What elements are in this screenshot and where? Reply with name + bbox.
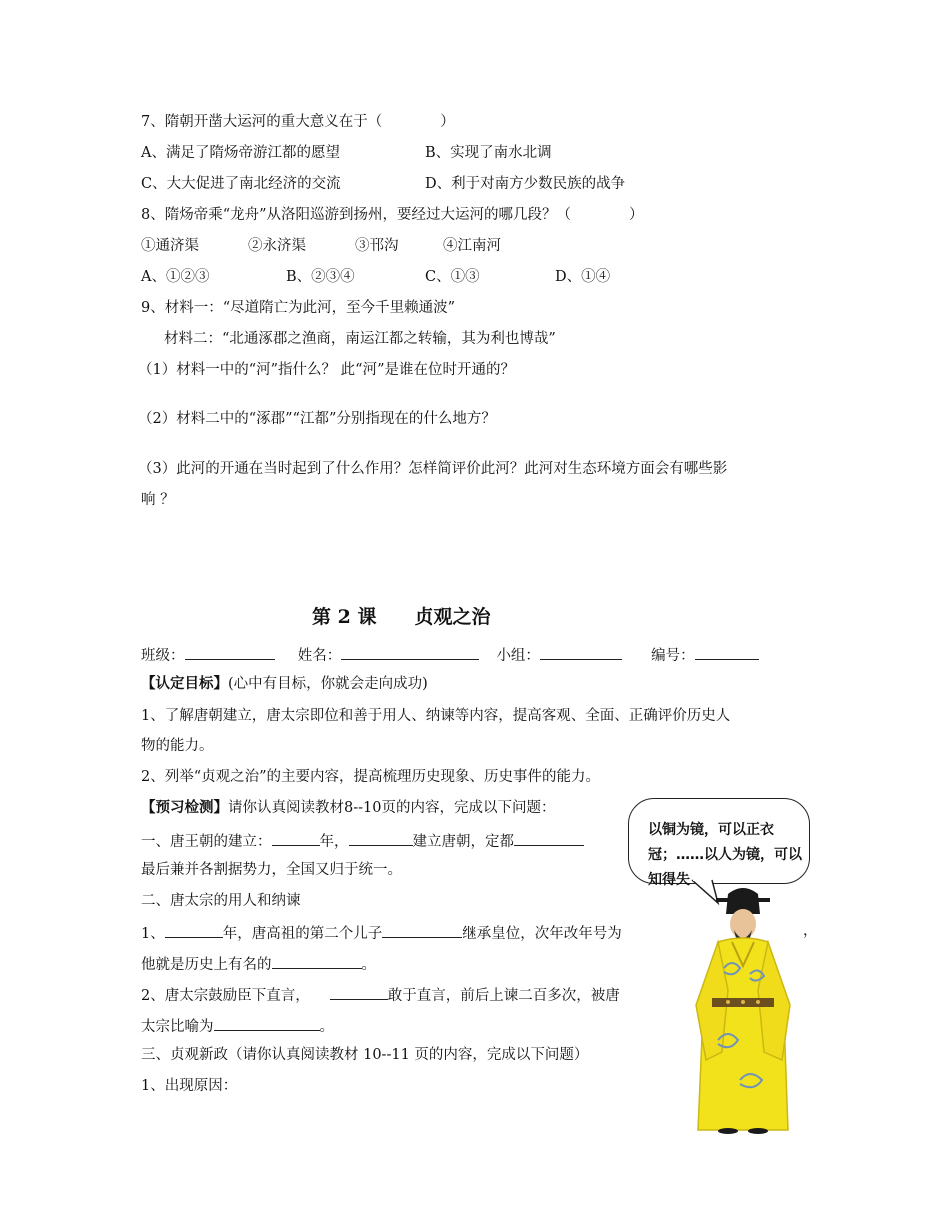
question-2-label: 2、唐太宗鼓励臣下直言，: [141, 988, 310, 1004]
group-blank: [540, 643, 622, 660]
speech-bubble-text: 以铜为镜，可以正衣冠；……以人为镜，可以知得失: [648, 822, 802, 888]
question-2-period: 。: [319, 1019, 334, 1035]
section-1-text: 建立唐朝，定都: [412, 834, 514, 850]
section-1-text: 年，: [319, 834, 349, 850]
class-label: 班级：: [141, 648, 185, 664]
minister-blank: [330, 983, 388, 1000]
question-1-text: 年，唐高祖的第二个儿子: [222, 926, 383, 942]
question-2-row: [141, 983, 620, 1006]
q8-option: B、②③④: [286, 269, 355, 285]
goals-heading: 【认定目标】: [141, 675, 228, 692]
q9-sub-question-3: （3）此河的开通在当时起到了什么作用？怎样简评价此河？此河对生态环境方面会有哪些影: [138, 461, 728, 477]
q7-option-c: C、大大促进了南北经济的交流: [141, 176, 341, 192]
founding-year-blank: [272, 829, 320, 846]
capital-blank: [514, 829, 584, 846]
metaphor-blank: [214, 1014, 320, 1031]
question-1-period: 。: [361, 957, 376, 973]
class-blank: [185, 643, 275, 660]
year-blank: [165, 921, 223, 938]
emperor-taizong-illustration: [688, 880, 798, 1135]
section-1-cont: 最后兼并各割据势力，全国又归于统一。: [141, 862, 402, 878]
q8-item: ③邗沟: [355, 238, 399, 254]
q9-sub-question-2: （2）材料二中的“涿郡”“江都”分别指现在的什么地方？: [138, 411, 496, 427]
preview-heading-note: 请你认真阅读教材8--10页的内容，完成以下问题：: [228, 800, 556, 816]
section-3-question-1: 1、出现原因：: [141, 1078, 238, 1094]
q8-option: C、①③: [425, 269, 480, 285]
q8-item: ①通济渠: [141, 238, 199, 254]
student-info-row: [141, 643, 759, 666]
q7-stem: 7、隋朝开凿大运河的重大意义在于（ ）: [141, 114, 455, 130]
preview-heading: 【预习检测】: [141, 799, 228, 816]
question-1-row: [141, 921, 622, 944]
q9-material-one: 9、材料一：“尽道隋亡为此河，至今千里赖通波”: [141, 300, 456, 316]
section-1-row: [141, 829, 584, 852]
question-2-cont: [141, 1014, 334, 1037]
question-2-text: 太宗比喻为: [141, 1019, 214, 1035]
q9-material-two: 材料二：“北通涿郡之渔商，南运江都之转输，其为利也博哉”: [164, 331, 556, 347]
question-2-text: 敢于直言，前后上谏二百多次，被唐: [387, 988, 620, 1004]
q9-sub-question-3-cont: 响 ？: [141, 492, 175, 508]
section-1-label: 一、唐王朝的建立：: [141, 834, 272, 850]
goal-1-cont: 物的能力。: [141, 738, 214, 754]
era-blank: [272, 952, 362, 969]
goal-1: 1、了解唐朝建立，唐太宗即位和善于用人、纳谏等内容，提高客观、全面、正确评价历史人: [141, 708, 731, 724]
q7-option-b: B、实现了南水北调: [425, 145, 552, 161]
goals-heading-row: [141, 674, 428, 694]
goal-2: 2、列举“贞观之治”的主要内容，提高梳理历史现象、历史事件的能力。: [141, 769, 601, 785]
question-1-comma: ，: [803, 923, 818, 939]
question-1-text: 他就是历史上有名的: [141, 957, 272, 973]
q8-item: ④江南河: [443, 238, 501, 254]
q8-stem: 8、隋炀帝乘“龙舟”从洛阳巡游到扬州，要经过大运河的哪几段？（ ）: [141, 207, 644, 223]
question-1-label: 1、: [141, 926, 165, 942]
q7-option-d: D、利于对南方少数民族的战争: [425, 176, 626, 192]
q8-option: A、①②③: [141, 269, 210, 285]
section-3-heading: 三、贞观新政（请你认真阅读教材 10--11 页的内容，完成以下问题）: [141, 1047, 589, 1063]
question-1-cont: [141, 952, 376, 975]
lesson-title: 第 2 课 贞观之治: [312, 606, 491, 628]
q9-sub-question-1: （1）材料一中的“河”指什么？ 此“河”是谁在位时开通的？: [138, 362, 515, 378]
goals-heading-note: (心中有目标，你就会走向成功): [228, 676, 428, 692]
group-label: 小组：: [496, 648, 540, 664]
emperor-blank: [382, 921, 462, 938]
number-label: 编号：: [651, 648, 695, 664]
q7-option-a: A、满足了隋炀帝游江都的愿望: [141, 145, 340, 161]
preview-heading-row: [141, 798, 555, 818]
number-blank: [695, 643, 759, 660]
q8-item: ②永济渠: [248, 238, 306, 254]
question-1-text: 继承皇位，次年改年号为: [462, 926, 622, 942]
section-2-heading: 二、唐太宗的用人和纳谏: [141, 893, 301, 909]
name-label: 姓名：: [297, 648, 342, 664]
founder-blank: [349, 829, 413, 846]
name-blank: [341, 643, 479, 660]
q8-option: D、①④: [555, 269, 611, 285]
